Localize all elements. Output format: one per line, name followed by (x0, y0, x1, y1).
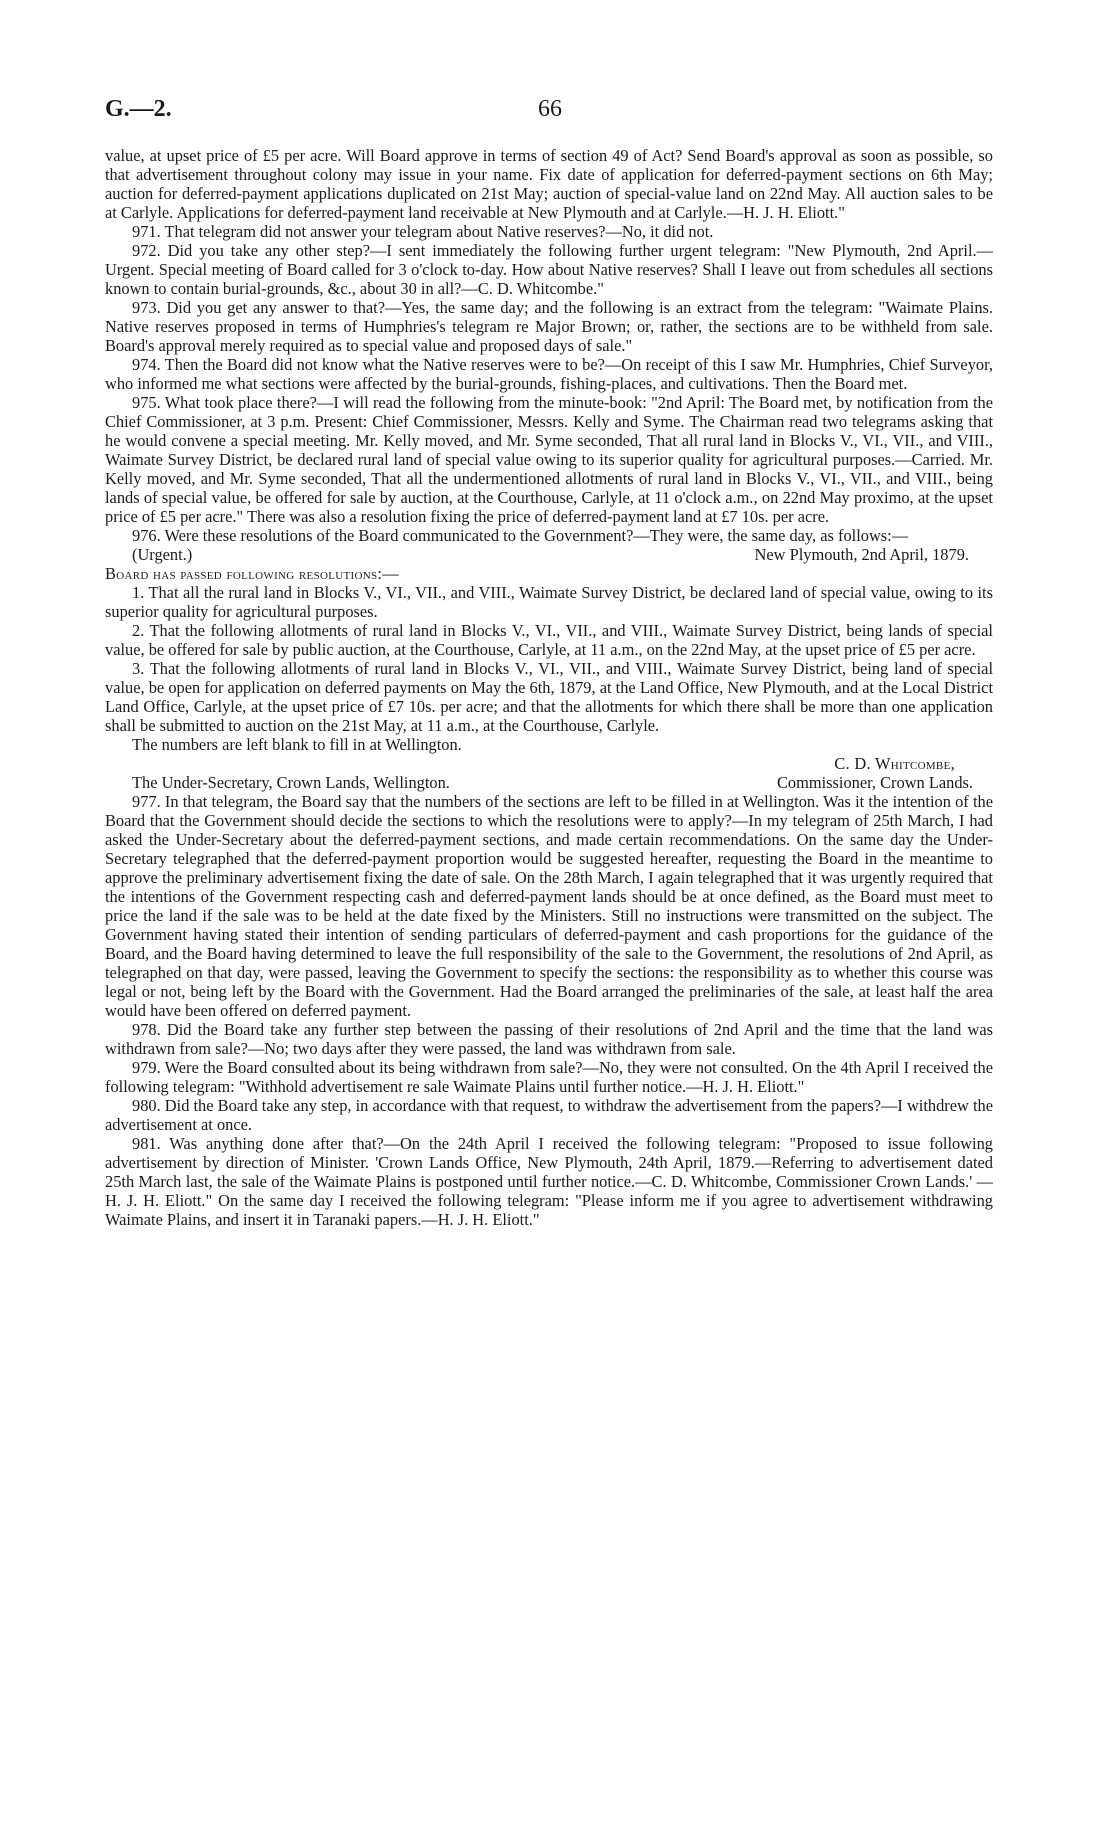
paragraph-978: 978. Did the Board take any further step between the passing of their resolutions of 2nd April and the time that the land was withdrawn from sale?—No; two days after they were passed, the land was withdrawn from sale. (105, 1020, 993, 1058)
resolution-2: 2. That the following allotments of rural land in Blocks V., VI., VII., and VIII., Waimate Survey District, being lands of special value, be offered for sale by public auction, at the Courthouse, Carlyle, at 11 a.m., on the 22nd May, at the upset price of £5 per acre. (105, 621, 993, 659)
paragraph-973: 973. Did you get any answer to that?—Yes, the same day; and the following is an extract from the telegram: "Waimate Plains. Native reserves proposed in terms of Humphries's telegram re Major Brown; or, rather, the sections are to be withheld from sale. Board's approval merely required as to special value and proposed days of sale." (105, 298, 993, 355)
paragraph-971: 971. That telegram did not answer your telegram about Native reserves?—No, it did not. (132, 222, 714, 241)
signature-name: C. D. Whitcombe, (834, 754, 955, 773)
paragraph-980: 980. Did the Board take any step, in accordance with that request, to withdraw the advertisement from the papers?—I withdrew the advertisement at once. (105, 1096, 993, 1134)
board-intro: Board has passed following resolutions:— (105, 564, 399, 583)
blank-note: The numbers are left blank to fill in at Wellington. (132, 735, 462, 754)
addressee: The Under-Secretary, Crown Lands, Wellington. (132, 773, 450, 792)
paragraph-977: 977. In that telegram, the Board say that the numbers of the sections are left to be filled in at Wellington. Was it the intention of the Board that the Government should decide the sections to which the resolutions were to apply?—In my telegram of 25th March, I had asked the Under-Secretary about the deferred-payment sections, and made certain recommendations. On the same day the Under-Secretary telegraphed that the deferred-payment proportion would be suggested hereafter, requesting the Board in the meantime to approve the preliminary advertisement fixing the date of sale. On the 28th March, I again telegraphed that it was urgently required that the intentions of the Government respecting cash and deferred-payment lands should be at once defined, as the Board must meet to price the land if the sale was to be held at the date fixed by the Ministers. Still no instructions were transmitted on the subject. The Government having stated their intention of sending particulars of deferred-payment and cash proportions for the guidance of the Board, and the Board having determined to leave the full responsibility of the sale to the Government, the resolutions of 2nd April, as telegraphed on that day, were passed, leaving the Government to specify the sections: the responsibility as to whether this course was legal or not, being left by the Board with the Government. Had the Board arranged the preliminaries of the sale, at least half the area would have been offered on deferred payment. (105, 792, 993, 1020)
paragraph-981: 981. Was anything done after that?—On the 24th April I received the following telegram: "Proposed to issue following advertisement by direction of Minister. 'Crown Lands Office, New Plymouth, 24th April, 1879.—Referring to advertisement dated 25th March last, the sale of the Waimate Plains is postponed until further notice.—C. D. Whitcombe, Commissioner Crown Lands.' —H. J. H. Eliott." On the same day I received the following telegram: "Please inform me if you agree to advertisement withdrawing Waimate Plains, and insert it in Taranaki papers.—H. J. H. Eliott." (105, 1134, 993, 1229)
paragraph-continuation: value, at upset price of £5 per acre. Will Board approve in terms of section 49 of Act? Send Board's approval as soon as possible, so that advertisement throughout colony may issue in your name. Fix date of application for deferred-payment sections on 6th May; auction for deferred-payment applications duplicated on 21st May; auction of special-value land on 22nd May. All auction sales to be at Carlyle. Applications for deferred-payment land receivable at New Plymouth and at Carlyle.—H. J. H. Eliott." (105, 146, 993, 222)
paragraph-974: 974. Then the Board did not know what the Native reserves were to be?—On receipt of this I saw Mr. Humphries, Chief Surveyor, who informed me what sections were affected by the burial-grounds, fishing-places, and cultivations. Then the Board met. (105, 355, 993, 393)
document-body (105, 146, 993, 1229)
resolution-3: 3. That the following allotments of rural land in Blocks V., VI., VII., and VIII., Waimate Survey District, being land of special value, be open for application on deferred payments on May the 6th, 1879, at the Land Office, New Plymouth, and at the Local District Land Office, Carlyle, at the upset price of £7 10s. per acre; and that the allotments for which there shall be more than one application shall be submitted to auction on the 21st May, at 11 a.m., at the Courthouse, Carlyle. (105, 659, 993, 735)
resolution-1: 1. That all the rural land in Blocks V., VI., VII., and VIII., Waimate Survey District, be declared land of special value, owing to its superior quality for agricultural purposes. (105, 583, 993, 621)
telegram-dateline: New Plymouth, 2nd April, 1879. (754, 545, 969, 564)
signature-title: Commissioner, Crown Lands. (776, 773, 973, 792)
paragraph-972: 972. Did you take any other step?—I sent immediately the following further urgent telegram: "New Plymouth, 2nd April.—Urgent. Special meeting of Board called for 3 o'clock to-day. How about Native reserves? Shall I leave out from schedules all sections known to contain burial-grounds, &c., about 30 in all?—C. D. Whitcombe." (105, 241, 993, 298)
signature-row (105, 773, 993, 792)
paragraph-976: 976. Were these resolutions of the Board communicated to the Government?—They were, the same day, as follows:— (132, 526, 909, 545)
paragraph-975: 975. What took place there?—I will read the following from the minute-book: "2nd April: The Board met, by notification from the Chief Commissioner, at 3 p.m. Present: Chief Commissioner, Messrs. Kelly and Syme. The Chairman read two telegrams asking that he would convene a special meeting. Mr. Kelly moved, and Mr. Syme seconded, That all rural land in Blocks V., VI., VII., and VIII., Waimate Survey District, be declared rural land of special value owing to its superior quality for agricultural purposes.—Carried. Mr. Kelly moved, and Mr. Syme seconded, That all the undermentioned allotments of rural land in Blocks V., VI., VII., and VIII., being lands of special value, be offered for sale by auction, at the Courthouse, Carlyle, at 11 o'clock a.m., on 22nd May proximo, at the upset price of £5 per acre." There was also a resolution fixing the price of deferred-payment land at £7 10s. per acre. (105, 393, 993, 526)
page-number: 66 (538, 96, 562, 122)
telegram-heading (105, 545, 993, 564)
urgent-label: (Urgent.) (132, 545, 193, 564)
paragraph-979: 979. Were the Board consulted about its being withdrawn from sale?—No, they were not consulted. On the 4th April I received the following telegram: "Withhold advertisement re sale Waimate Plains until further notice.—H. J. H. Eliott." (105, 1058, 993, 1096)
document-reference: G.—2. (105, 96, 172, 122)
